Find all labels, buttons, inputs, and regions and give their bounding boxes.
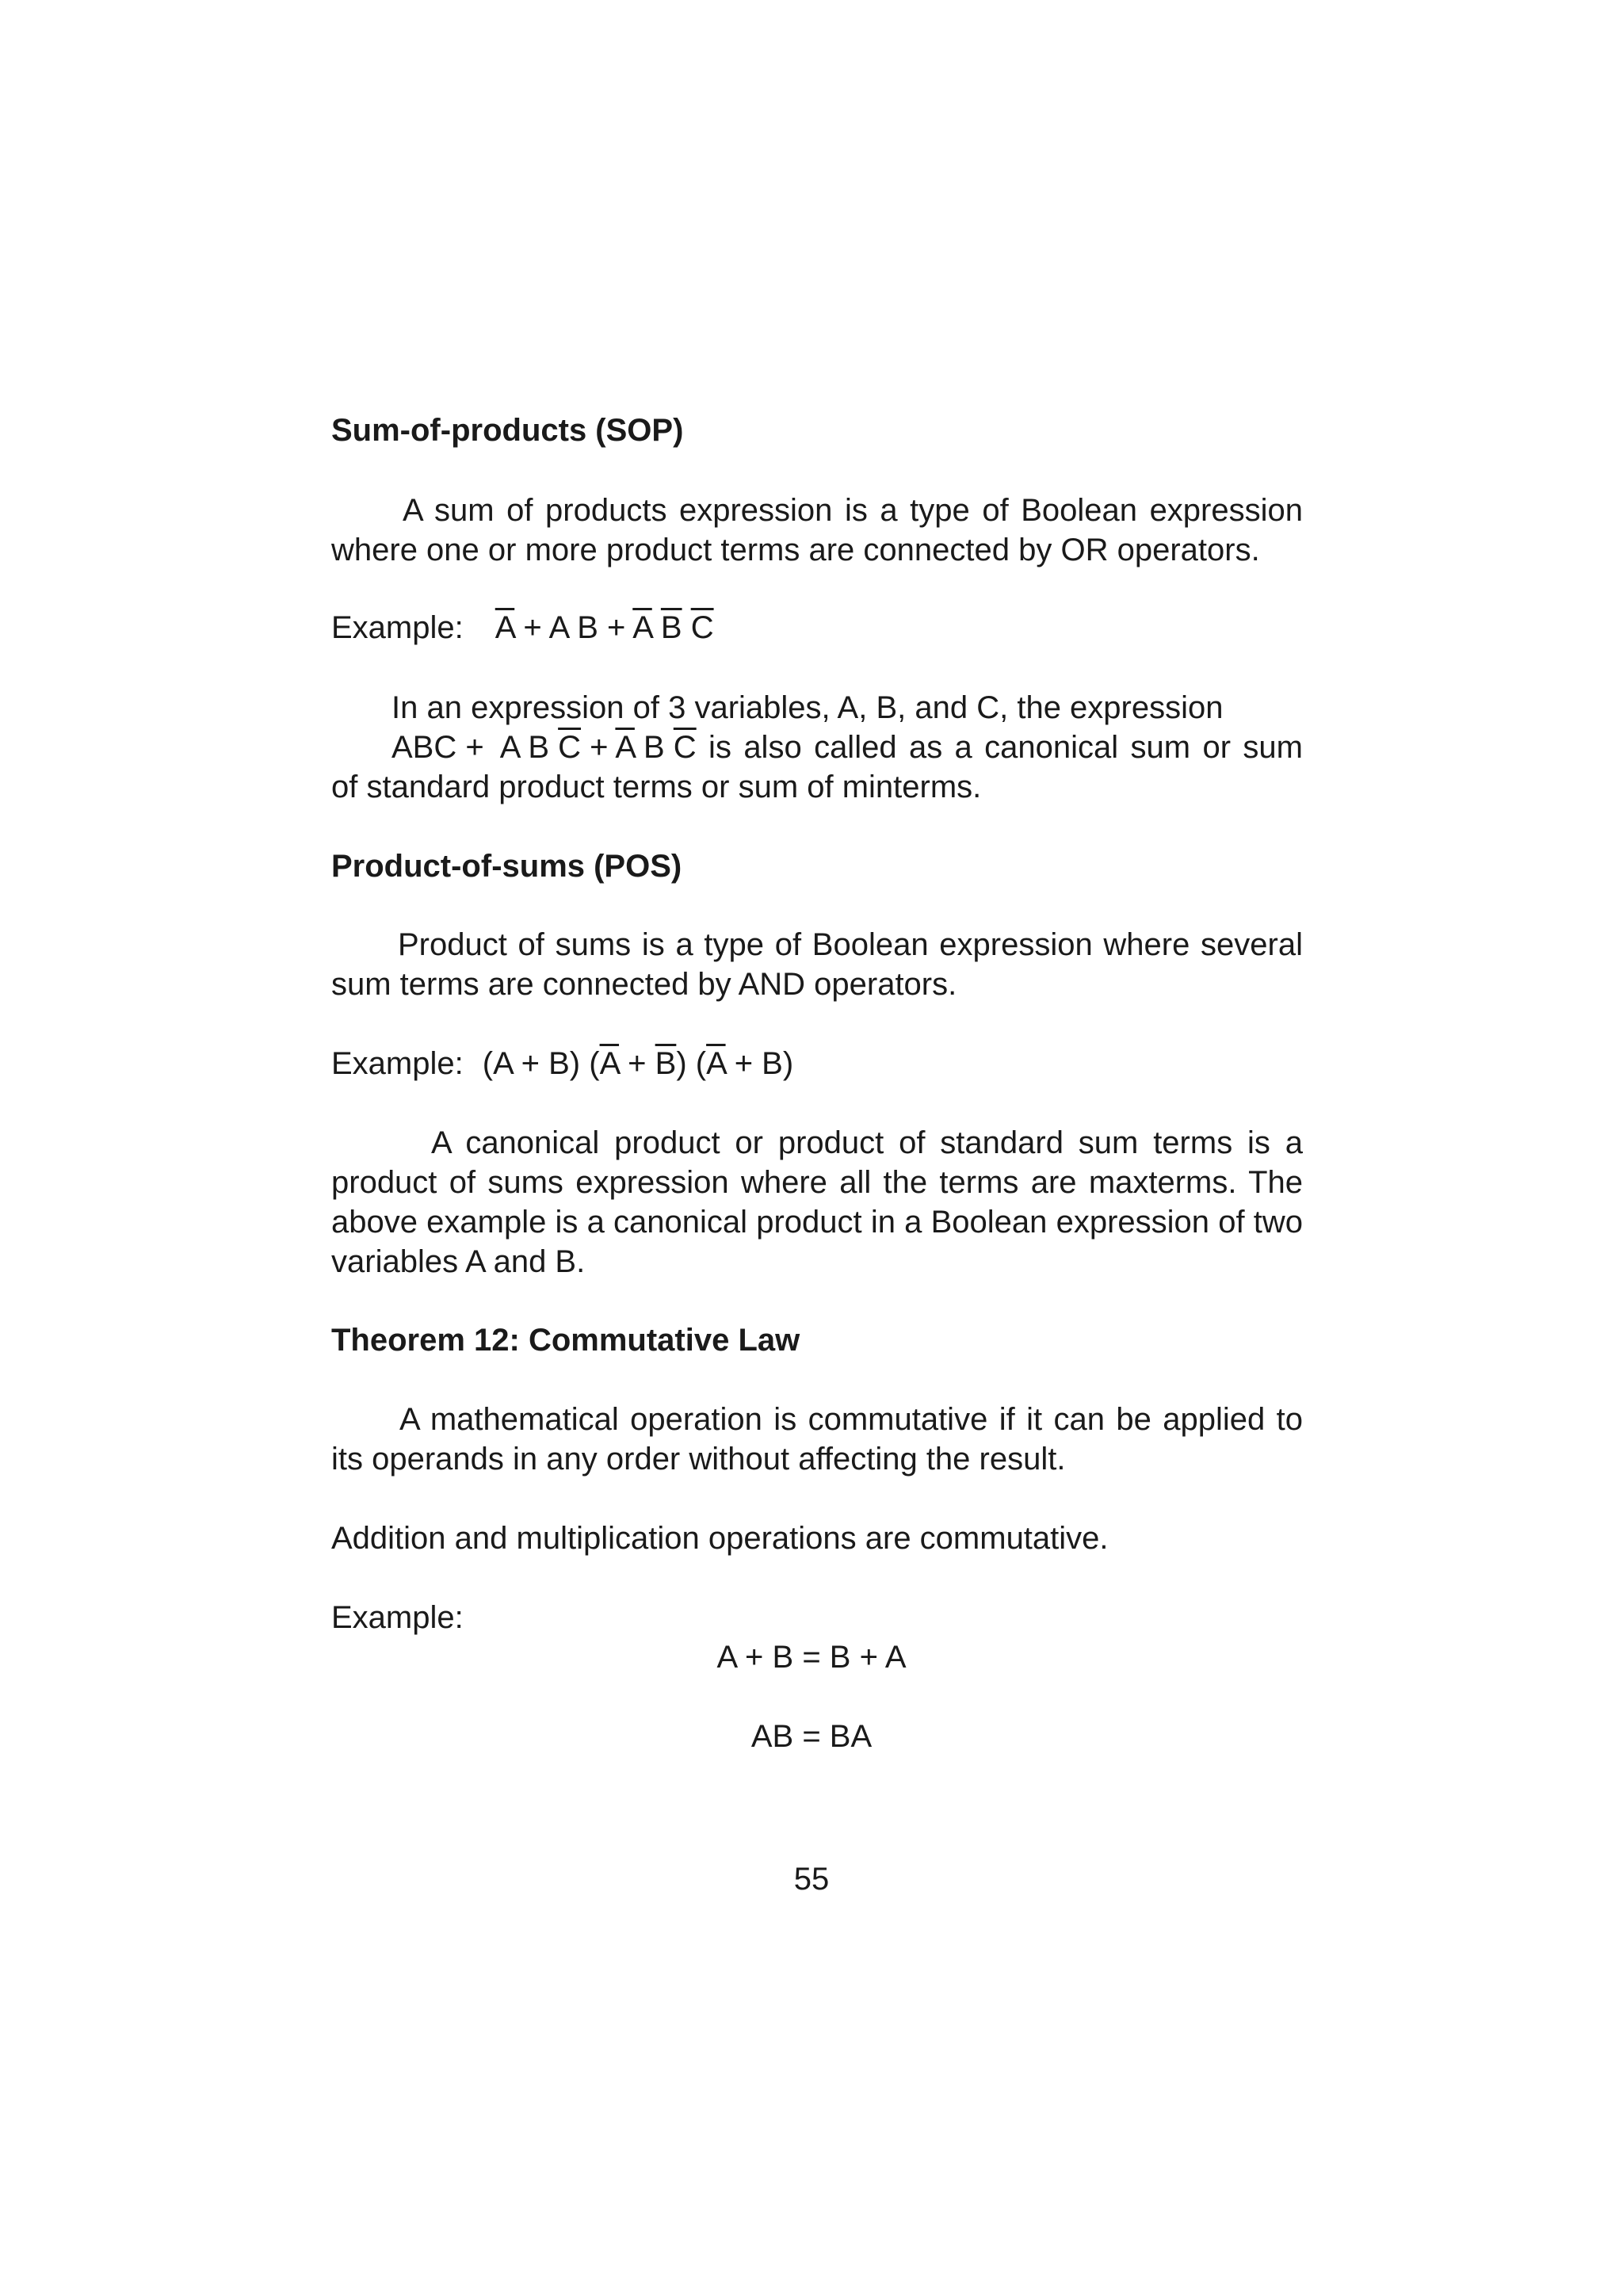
equation-multiplication: AB = BA — [750, 1719, 873, 1754]
expression-term: + A B + — [514, 610, 633, 645]
complement-term: $\overline{C}$ — [558, 730, 582, 765]
theorem-note: Addition and multiplication operations are commutative. — [331, 1521, 1109, 1556]
complement-term: $\overline{A}$ — [495, 610, 515, 645]
sop-heading: Sum-of-products (SOP) — [331, 413, 684, 448]
expression-term: + B) — [725, 1046, 794, 1081]
page-number: 55 — [793, 1862, 830, 1897]
sop-example — [331, 608, 1303, 648]
sop-canonical-rest: is also called as a canonical sum or sum of standard product terms or sum of minterms. — [331, 730, 1303, 804]
theorem-example-label: Example: — [331, 1600, 464, 1635]
pos-example-label: Example: — [331, 1046, 464, 1081]
complement-term: $\overline{B}$ — [660, 610, 682, 645]
sop-canonical-intro: In an expression of 3 variables, A, B, and C, the expression — [391, 690, 1224, 725]
complement-term: $\overline{A}$ — [615, 730, 635, 765]
sop-example-expression — [495, 608, 714, 648]
complement-term: $\overline{C}$ — [673, 730, 697, 765]
expression-term — [652, 610, 661, 645]
expression-term: + — [619, 1046, 655, 1081]
expression-term: B — [634, 730, 674, 765]
complement-term: $\overline{A}$ — [632, 610, 652, 645]
theorem-paragraph: A mathematical operation is commutative if it can be applied to its operands in any order without affecting the result. — [331, 1402, 1303, 1477]
pos-paragraph: Product of sums is a type of Boolean expression where several sum terms are connected by AND operators. — [331, 927, 1303, 1002]
sop-paragraph: A sum of products expression is a type of Boolean expression where one or more product terms are connected by OR operators. — [331, 493, 1303, 567]
sop-canonical-paragraph — [331, 688, 1303, 807]
sop-canonical-expression — [331, 728, 697, 767]
complement-term: $\overline{B}$ — [655, 1046, 677, 1081]
expression-term: + — [581, 730, 616, 765]
theorem-heading: Theorem 12: Commutative Law — [331, 1323, 800, 1358]
pos-heading: Product-of-sums (POS) — [331, 849, 682, 884]
pos-canonical-paragraph: A canonical product or product of standard sum terms is a product of sums expression where all the terms are maxterms. The above example is a canonical product in a Boolean expression of two variables A and B. — [331, 1125, 1303, 1279]
expression-term: ) ( — [676, 1046, 707, 1081]
complement-term: $\overline{A}$ — [706, 1046, 726, 1081]
equation-addition: A + B = B + A — [716, 1640, 907, 1675]
complement-term: $\overline{C}$ — [690, 610, 714, 645]
pos-example-expression — [483, 1044, 793, 1083]
complement-term: $\overline{A}$ — [599, 1046, 620, 1081]
pos-example — [331, 1044, 1303, 1083]
expression-term: (A + B) ( — [482, 1046, 600, 1081]
sop-example-label: Example: — [331, 610, 464, 645]
expression-term — [682, 610, 691, 645]
expression-term: ABC + A B — [391, 730, 559, 765]
